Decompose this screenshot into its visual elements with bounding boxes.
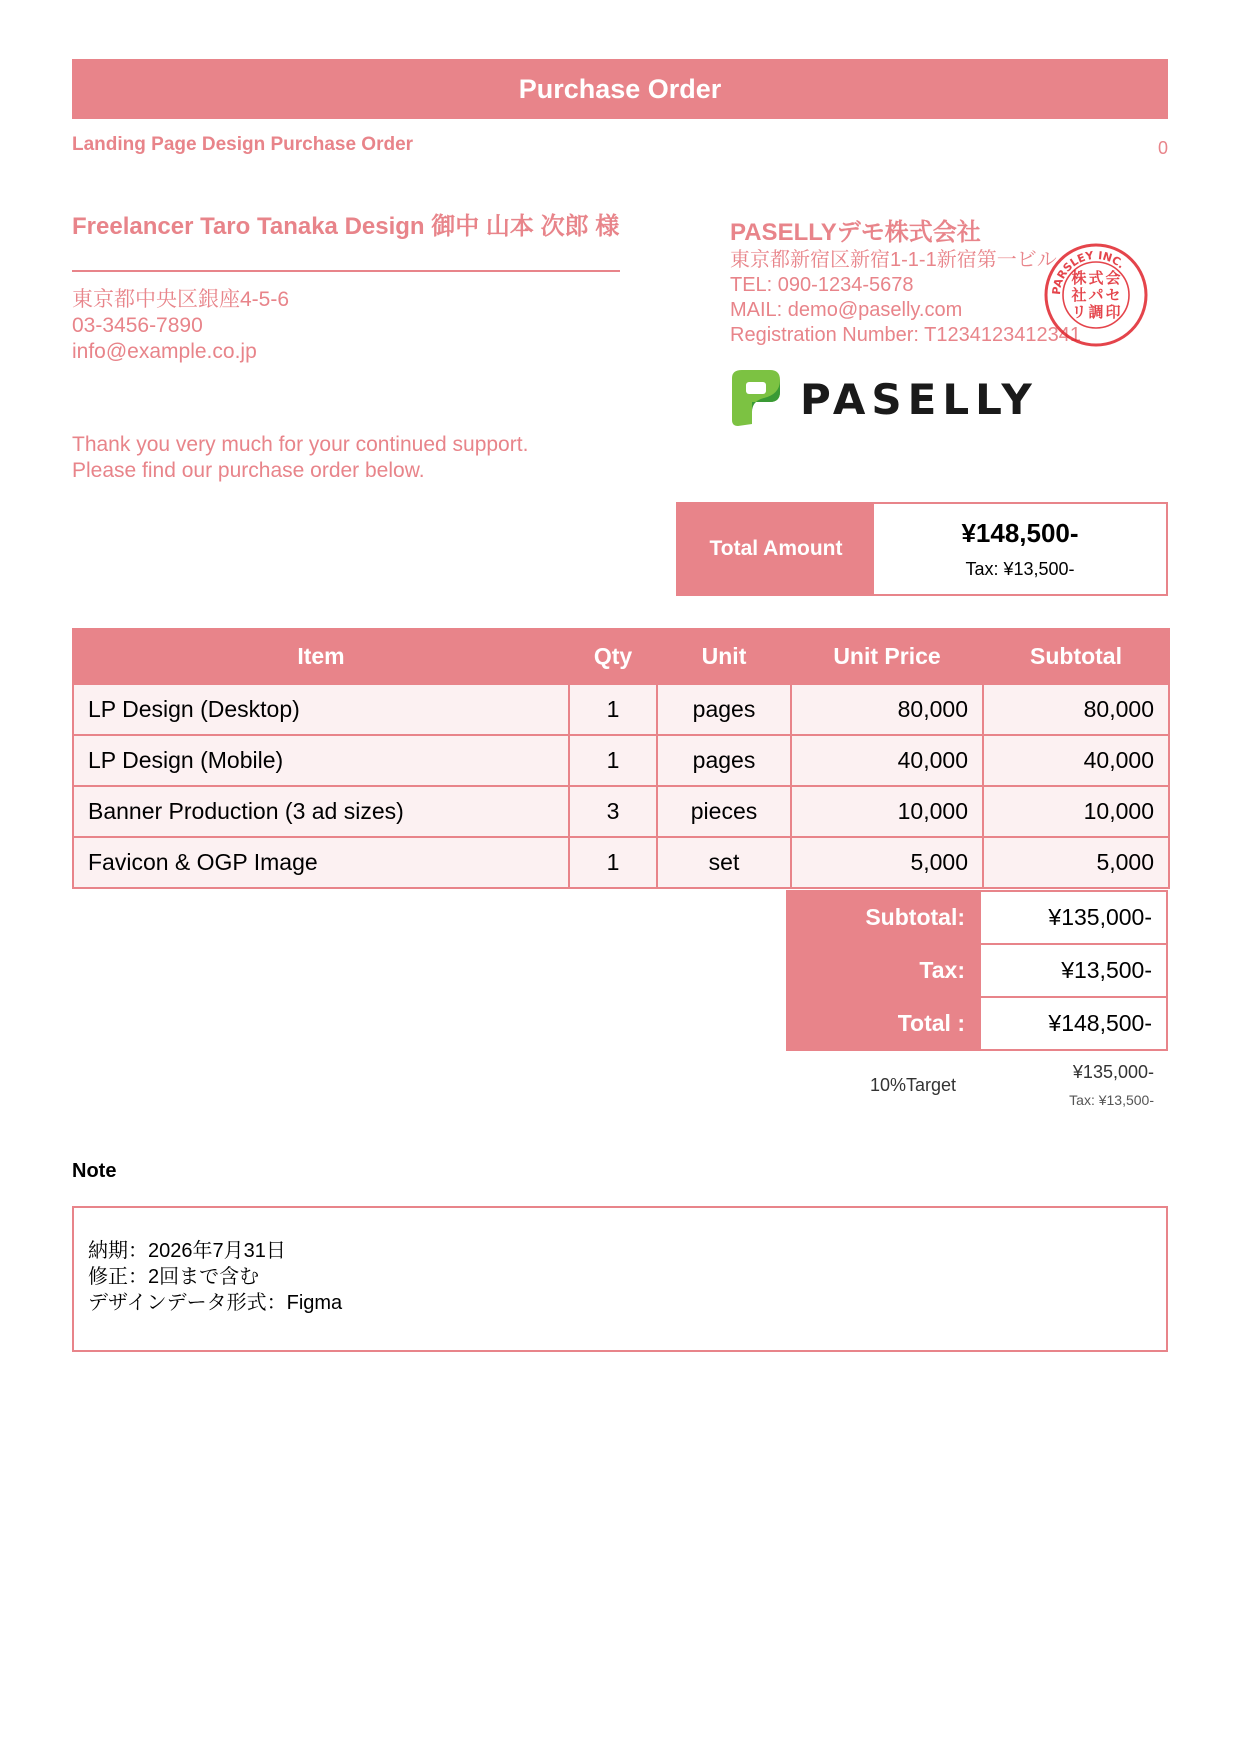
note-title: Note <box>72 1160 117 1182</box>
seal-ring-text: PARSLEY INC. <box>1049 248 1128 296</box>
cell-qty: 1 <box>569 684 657 735</box>
subtotal-label: Subtotal: <box>787 891 980 944</box>
subtotal-value: ¥135,000- <box>980 891 1167 944</box>
column-header-unit-price: Unit Price <box>791 629 983 684</box>
seal-character: パ <box>1088 286 1104 304</box>
cell-unit-price: 40,000 <box>791 735 983 786</box>
cell-qty: 1 <box>569 735 657 786</box>
tax-target-amount: ¥135,000- <box>1072 1062 1154 1082</box>
note-line: 納期：2026年7月31日 <box>88 1240 286 1262</box>
issuer-mail: MAIL: demo@paselly.com <box>730 299 963 321</box>
cell-item: Banner Production (3 ad sizes) <box>73 786 569 837</box>
paselly-logo <box>730 368 1060 428</box>
tax-target-label: 10%Target <box>870 1075 957 1095</box>
issuer-tel: TEL: 090-1234-5678 <box>730 274 914 296</box>
line-items-table <box>72 628 1170 889</box>
issuer-registration: Registration Number: T1234123412341 <box>730 324 1081 346</box>
total-amount-box <box>676 502 1168 596</box>
note-box <box>72 1206 1168 1352</box>
recipient-address: 東京都中央区銀座4-5-6 <box>72 288 290 311</box>
company-seal-stamp <box>1042 241 1150 349</box>
greeting-message <box>72 432 528 484</box>
cell-unit-price: 10,000 <box>791 786 983 837</box>
issuer-name: PASELLYデモ株式会社 <box>730 219 981 246</box>
column-header-item: Item <box>73 629 569 684</box>
cell-item: Favicon & OGP Image <box>73 837 569 888</box>
total-label: Total : <box>787 997 980 1050</box>
document-title: Purchase Order <box>518 73 722 104</box>
total-amount-label: Total Amount <box>678 504 874 594</box>
tax-value: ¥13,500- <box>980 944 1167 997</box>
leaf-icon <box>732 370 780 426</box>
summary-row-total <box>787 997 1167 1050</box>
cell-unit: pages <box>657 684 791 735</box>
cell-unit-price: 80,000 <box>791 684 983 735</box>
cell-item: LP Design (Mobile) <box>73 735 569 786</box>
summary-row-tax <box>787 944 1167 997</box>
cell-subtotal: 5,000 <box>983 837 1169 888</box>
recipient-email: info@example.co.jp <box>72 340 257 363</box>
total-amount-value: ¥148,500- <box>961 518 1079 548</box>
summary-row-subtotal <box>787 891 1167 944</box>
recipient-info <box>72 287 289 365</box>
tax-label: Tax: <box>787 944 980 997</box>
document-title-bar <box>72 59 1168 119</box>
seal-character: セ <box>1105 286 1121 304</box>
column-header-qty: Qty <box>569 629 657 684</box>
table-row <box>73 786 1169 837</box>
cell-qty: 1 <box>569 837 657 888</box>
cell-subtotal: 80,000 <box>983 684 1169 735</box>
table-row <box>73 837 1169 888</box>
column-header-subtotal: Subtotal <box>983 629 1169 684</box>
cell-unit: pages <box>657 735 791 786</box>
greeting-line: Please find our purchase order below. <box>72 459 425 482</box>
greeting-line: Thank you very much for your continued support. <box>72 433 529 456</box>
totals-summary-table <box>786 890 1168 1051</box>
cell-subtotal: 40,000 <box>983 735 1169 786</box>
cell-subtotal: 10,000 <box>983 786 1169 837</box>
table-row <box>73 735 1169 786</box>
logo-wordmark: PASELLY <box>800 375 1038 424</box>
column-header-unit: Unit <box>657 629 791 684</box>
table-row <box>73 684 1169 735</box>
total-value: ¥148,500- <box>980 997 1167 1050</box>
note-line: 修正：2回まで含む <box>88 1266 260 1288</box>
note-line: デザインデータ形式：Figma <box>88 1292 343 1314</box>
seal-character: 式 <box>1088 269 1104 287</box>
seal-character: リ <box>1071 303 1087 321</box>
recipient-phone: 03-3456-7890 <box>72 314 203 337</box>
seal-character: 印 <box>1105 303 1121 321</box>
recipient-name: Freelancer Taro Tanaka Design 御中 山本 次郎 様 <box>72 213 620 240</box>
total-amount-values <box>874 504 1166 594</box>
cell-item: LP Design (Desktop) <box>73 684 569 735</box>
seal-character: 会 <box>1105 269 1121 287</box>
cell-unit: set <box>657 837 791 888</box>
tax-target-tax: Tax: ¥13,500- <box>1069 1092 1154 1108</box>
seal-character: 調 <box>1088 303 1104 321</box>
total-amount-tax: Tax: ¥13,500- <box>965 559 1075 579</box>
issuer-address: 東京都新宿区新宿1-1-1新宿第一ビル <box>730 249 1057 271</box>
document-number: 0 <box>1157 138 1168 158</box>
document-subtitle: Landing Page Design Purchase Order <box>72 134 414 155</box>
seal-character: 株 <box>1071 269 1087 287</box>
cell-unit: pieces <box>657 786 791 837</box>
recipient-divider <box>72 270 620 272</box>
cell-unit-price: 5,000 <box>791 837 983 888</box>
table-header-row <box>73 629 1169 684</box>
seal-character: 社 <box>1071 286 1087 304</box>
cell-qty: 3 <box>569 786 657 837</box>
